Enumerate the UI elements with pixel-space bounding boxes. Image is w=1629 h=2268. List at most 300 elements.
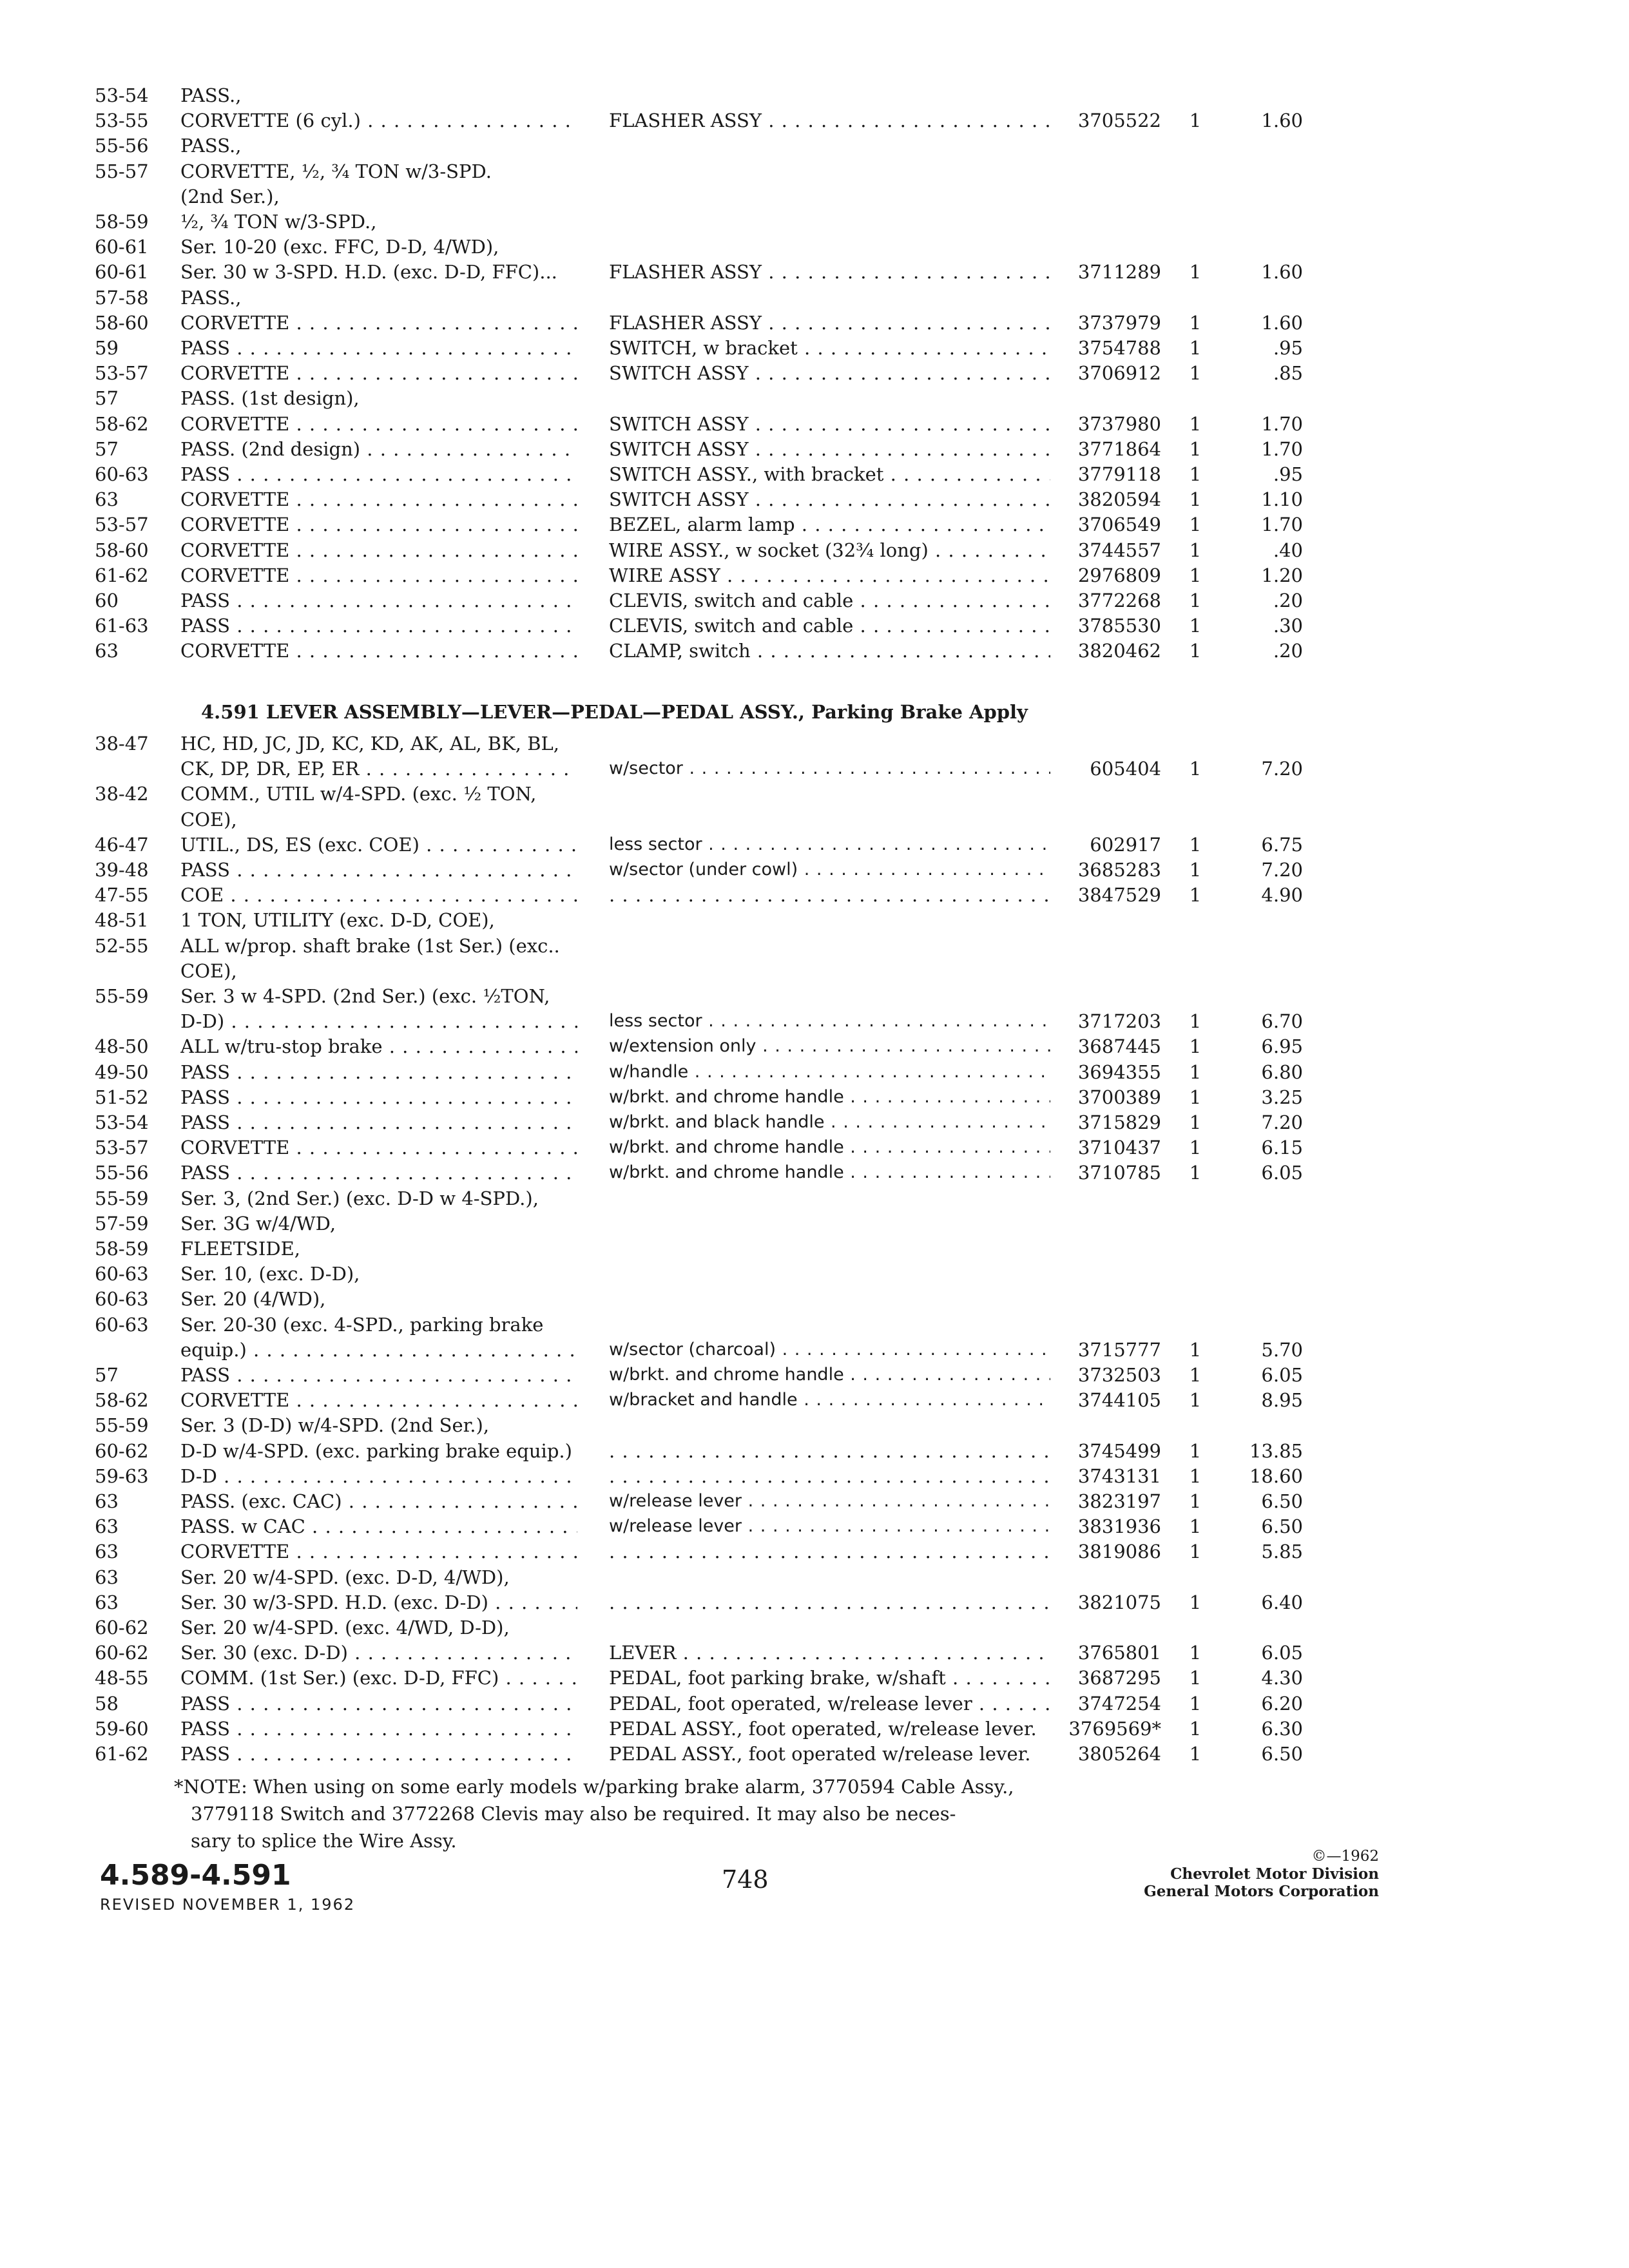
cell-models: PASS . . . — [180, 1160, 577, 1186]
cell-qty: 1 — [1189, 514, 1202, 536]
table-row — [0, 82, 1629, 108]
cell-desc — [609, 1438, 1050, 1464]
cell-years: 63 — [95, 1591, 119, 1613]
cell-desc: w/sector (charcoal) . . . — [609, 1337, 1050, 1363]
cell-models: PASS . . . — [180, 1691, 577, 1716]
cell-part: 3717203 — [1077, 1010, 1161, 1033]
table-row — [0, 1033, 1629, 1059]
cell-years: 63 — [95, 488, 119, 511]
cell-price: 1.20 — [1261, 564, 1303, 586]
cell-models: COMM., UTIL w/4-SPD. (exc. ½ TON, — [180, 783, 537, 805]
cell-models: D-D . . . — [180, 1463, 577, 1489]
table-row — [0, 638, 1629, 664]
cell-years: 48-51 — [95, 909, 149, 932]
table-row — [0, 882, 1629, 908]
cell-qty: 1 — [1189, 463, 1202, 485]
cell-models: PASS. (2nd design) . . . — [180, 436, 577, 462]
table-row — [0, 1514, 1629, 1539]
cell-models: equip.) . . . — [180, 1337, 577, 1363]
cell-qty: 1 — [1189, 590, 1202, 611]
cell-years: 58 — [95, 1692, 119, 1715]
table-row — [0, 933, 1629, 959]
table-row — [0, 1691, 1629, 1716]
table-row — [0, 983, 1629, 1009]
cell-years: 60 — [95, 590, 119, 611]
cell-models: Ser. 20 w/4-SPD. (exc. 4/WD, D-D), — [180, 1617, 510, 1639]
table-row — [0, 1312, 1629, 1338]
cell-qty: 1 — [1189, 758, 1202, 780]
cell-desc: w/release lever . . . — [609, 1514, 1050, 1539]
table-row — [0, 335, 1629, 361]
cell-models: CORVETTE . . . — [180, 562, 577, 588]
cell-years: 60-63 — [95, 463, 149, 485]
cell-part: 3694355 — [1077, 1061, 1161, 1083]
cell-models: Ser. 20 w/4-SPD. (exc. D-D, 4/WD), — [180, 1566, 510, 1588]
cell-desc: w/sector (under cowl) . . . — [609, 857, 1050, 883]
cell-price: .95 — [1273, 337, 1303, 359]
cell-part: 3820594 — [1077, 488, 1161, 511]
cell-models: PASS . . . — [180, 1084, 577, 1110]
cell-price: 7.20 — [1261, 758, 1303, 780]
cell-qty: 1 — [1189, 1541, 1202, 1563]
cell-years: 38-47 — [95, 733, 149, 754]
cell-models: CORVETTE . . . — [180, 1387, 577, 1413]
cell-years: 60-62 — [95, 1617, 149, 1639]
cell-models: PASS . . . — [180, 461, 577, 487]
table-row — [0, 1211, 1629, 1236]
cell-part: 3823197 — [1077, 1490, 1161, 1512]
cell-models: COE), — [180, 959, 237, 982]
cell-years: 60-63 — [95, 1288, 149, 1311]
cell-part: 3805264 — [1077, 1743, 1161, 1765]
cell-price: .20 — [1273, 590, 1303, 611]
footer-section-range: 4.589-4.591 — [100, 1859, 291, 1892]
table-row — [0, 1362, 1629, 1388]
cell-years: 49-50 — [95, 1061, 149, 1083]
cell-models: COE . . . — [180, 882, 577, 908]
cell-models: PASS., — [180, 84, 242, 106]
cell-models: (2nd Ser.), — [180, 185, 280, 207]
cell-price: 6.15 — [1261, 1137, 1303, 1159]
cell-price: .85 — [1273, 362, 1303, 385]
cell-qty: 1 — [1189, 1692, 1202, 1715]
table-row — [0, 1590, 1629, 1615]
cell-part: 3847529 — [1077, 884, 1161, 907]
cell-desc: PEDAL ASSY., foot operated w/release lever. — [609, 1743, 1031, 1765]
cell-qty: 1 — [1189, 615, 1202, 637]
cell-years: 53-55 — [95, 110, 149, 132]
cell-models: CORVETTE (6 cyl.) . . . — [180, 108, 577, 133]
cell-years: 60-62 — [95, 1642, 149, 1664]
table-row — [0, 1564, 1629, 1590]
cell-years: 55-56 — [95, 135, 149, 157]
table-row — [0, 832, 1629, 858]
cell-models: PASS . . . — [180, 1716, 577, 1742]
cell-models: Ser. 10-20 (exc. FFC, D-D, 4/WD), — [180, 236, 499, 258]
table-row — [0, 562, 1629, 588]
publisher-block — [1044, 1848, 1379, 1900]
cell-qty: 1 — [1189, 488, 1202, 511]
cell-price: .30 — [1273, 615, 1303, 637]
cell-price: 7.20 — [1261, 859, 1303, 881]
cell-models: CORVETTE . . . — [180, 638, 577, 664]
cell-years: 63 — [95, 640, 119, 662]
cell-part: 3779118 — [1077, 463, 1161, 485]
cell-years: 59-63 — [95, 1465, 149, 1487]
cell-price: 1.60 — [1261, 261, 1303, 284]
cell-desc: FLASHER ASSY . . . — [609, 108, 1050, 133]
cell-part: 2976809 — [1077, 564, 1161, 586]
cell-price: 6.50 — [1261, 1743, 1303, 1765]
cell-part: 3710785 — [1077, 1162, 1161, 1184]
cell-part: 3785530 — [1077, 615, 1161, 637]
cell-desc: w/release lever . . . — [609, 1488, 1050, 1514]
cell-years: 57-58 — [95, 286, 149, 309]
cell-years: 57 — [95, 437, 119, 460]
cell-qty: 1 — [1189, 1061, 1202, 1083]
cell-part: 3715777 — [1077, 1338, 1161, 1361]
cell-desc: w/brkt. and chrome handle . . . — [609, 1160, 1050, 1186]
cell-years: 55-59 — [95, 1187, 149, 1209]
cell-years: 48-50 — [95, 1035, 149, 1058]
cell-desc: w/brkt. and chrome handle . . . — [609, 1362, 1050, 1388]
cell-price: 1.70 — [1261, 514, 1303, 536]
cell-desc — [609, 882, 1050, 908]
cell-qty: 1 — [1189, 1111, 1202, 1133]
cell-models: PASS . . . — [180, 1741, 577, 1767]
cell-part: 3685283 — [1077, 859, 1161, 881]
cell-models: Ser. 3 w 4-SPD. (2nd Ser.) (exc. ½TON, — [180, 985, 550, 1007]
cell-desc: FLASHER ASSY . . . — [609, 310, 1050, 336]
cell-desc: less sector . . . — [609, 1008, 1050, 1034]
cell-part: 3737980 — [1077, 412, 1161, 435]
corporation-name: General Motors Corporation — [1144, 1883, 1379, 1900]
cell-qty: 1 — [1189, 1439, 1202, 1462]
page-number: 748 — [722, 1865, 769, 1894]
table-row — [0, 857, 1629, 883]
table-row — [0, 512, 1629, 537]
table-row — [0, 1084, 1629, 1110]
cell-qty: 1 — [1189, 261, 1202, 284]
cell-models: FLEETSIDE, — [180, 1238, 301, 1260]
cell-price: 1.60 — [1261, 110, 1303, 132]
table-row — [0, 285, 1629, 311]
cell-desc: LEVER . . . — [609, 1640, 1050, 1666]
cell-desc: w/extension only . . . — [609, 1033, 1050, 1059]
cell-desc: CLEVIS, switch and cable . . . — [609, 613, 1050, 639]
cell-qty: 1 — [1189, 1035, 1202, 1058]
cell-part: 3765801 — [1077, 1642, 1161, 1664]
cell-models: PASS . . . — [180, 613, 577, 639]
table-row — [0, 1186, 1629, 1211]
cell-years: 55-59 — [95, 985, 149, 1007]
cell-qty: 1 — [1189, 1465, 1202, 1487]
table-row — [0, 310, 1629, 336]
cell-years: 48-55 — [95, 1667, 149, 1689]
cell-models: CORVETTE, ½, ¾ TON w/3-SPD. — [180, 160, 492, 182]
cell-price: 6.95 — [1261, 1035, 1303, 1058]
cell-years: 39-48 — [95, 859, 149, 881]
cell-models: PASS . . . — [180, 588, 577, 613]
cell-part: 602917 — [1090, 833, 1161, 856]
cell-desc: FLASHER ASSY . . . — [609, 259, 1050, 285]
cell-price: 6.30 — [1261, 1717, 1303, 1740]
cell-desc: SWITCH ASSY . . . — [609, 436, 1050, 462]
cell-models: Ser. 30 (exc. D-D) . . . — [180, 1640, 577, 1666]
cell-models: CORVETTE . . . — [180, 512, 577, 537]
cell-desc: CLEVIS, switch and cable . . . — [609, 588, 1050, 613]
cell-part: 3747254 — [1077, 1692, 1161, 1715]
cell-qty: 1 — [1189, 362, 1202, 385]
table-row — [0, 1615, 1629, 1640]
cell-models: Ser. 30 w/3-SPD. H.D. (exc. D-D) . . . — [180, 1590, 577, 1615]
cell-years: 60-63 — [95, 1313, 149, 1336]
cell-models: Ser. 10, (exc. D-D), — [180, 1263, 360, 1285]
cell-models: PASS. w CAC . . . — [180, 1514, 577, 1539]
cell-desc: less sector . . . — [609, 832, 1050, 858]
cell-models: COMM. (1st Ser.) (exc. D-D, FFC) . . . — [180, 1665, 577, 1691]
cell-models: PASS., — [180, 286, 242, 309]
cell-desc: w/sector . . . — [609, 756, 1050, 782]
cell-price: 4.90 — [1261, 884, 1303, 907]
cell-years: 63 — [95, 1515, 119, 1538]
cell-qty: 1 — [1189, 1364, 1202, 1386]
cell-part: 3819086 — [1077, 1541, 1161, 1563]
cell-desc: w/brkt. and chrome handle . . . — [609, 1084, 1050, 1110]
section-title: 4.591 LEVER ASSEMBLY—LEVER—PEDAL—PEDAL ASSY., Parking Brake Apply — [201, 701, 1028, 723]
cell-models: CORVETTE . . . — [180, 1539, 577, 1564]
cell-qty: 1 — [1189, 1642, 1202, 1664]
cell-models: Ser. 3G w/4/WD, — [180, 1212, 336, 1235]
cell-years: 61-62 — [95, 1743, 149, 1765]
cell-years: 53-54 — [95, 84, 149, 106]
cell-years: 47-55 — [95, 884, 149, 907]
cell-models: Ser. 3, (2nd Ser.) (exc. D-D w 4-SPD.), — [180, 1187, 539, 1209]
cell-models: Ser. 30 w 3-SPD. H.D. (exc. D-D, FFC)... — [180, 261, 557, 284]
footnote — [174, 1773, 1063, 1854]
cell-models: CORVETTE . . . — [180, 486, 577, 512]
cell-desc: SWITCH ASSY., with bracket . . . — [609, 461, 1050, 487]
cell-price: 1.60 — [1261, 311, 1303, 334]
cell-models: PASS . . . — [180, 1059, 577, 1085]
table-row — [0, 781, 1629, 807]
cell-qty: 1 — [1189, 1667, 1202, 1689]
table-row — [0, 1261, 1629, 1287]
cell-qty: 1 — [1189, 833, 1202, 856]
cell-qty: 1 — [1189, 1743, 1202, 1765]
table-row — [0, 613, 1629, 639]
cell-price: 6.20 — [1261, 1692, 1303, 1715]
cell-years: 51-52 — [95, 1086, 149, 1108]
cell-part: 3744105 — [1077, 1389, 1161, 1412]
cell-years: 63 — [95, 1490, 119, 1512]
table-row — [0, 436, 1629, 462]
table-row — [0, 1539, 1629, 1564]
cell-part: 3700389 — [1077, 1086, 1161, 1108]
cell-desc: BEZEL, alarm lamp . . . — [609, 512, 1050, 537]
cell-years: 59 — [95, 337, 119, 359]
table-row — [0, 1008, 1629, 1034]
cell-part: 3769569* — [1068, 1717, 1161, 1740]
cell-models: Ser. 20-30 (exc. 4-SPD., parking brake — [180, 1313, 544, 1336]
cell-price: 6.05 — [1261, 1162, 1303, 1184]
cell-part: 3732503 — [1077, 1364, 1161, 1386]
table-row — [0, 907, 1629, 933]
cell-price: 5.85 — [1261, 1541, 1303, 1563]
cell-qty: 1 — [1189, 1137, 1202, 1159]
cell-models: PASS. (1st design), — [180, 387, 360, 410]
cell-years: 53-57 — [95, 362, 149, 385]
cell-part: 3744557 — [1077, 539, 1161, 561]
cell-years: 58-62 — [95, 412, 149, 435]
cell-price: 5.70 — [1261, 1338, 1303, 1361]
table-row — [0, 1337, 1629, 1363]
table-row — [0, 807, 1629, 832]
cell-models: PASS . . . — [180, 1110, 577, 1135]
table-row — [0, 588, 1629, 613]
cell-qty: 1 — [1189, 1338, 1202, 1361]
table-row — [0, 133, 1629, 159]
cell-years: 58-59 — [95, 1238, 149, 1260]
cell-qty: 1 — [1189, 1490, 1202, 1512]
copyright: ©—1962 — [1311, 1848, 1379, 1865]
cell-price: 7.20 — [1261, 1111, 1303, 1133]
cell-years: 58-60 — [95, 311, 149, 334]
cell-price: 6.70 — [1261, 1010, 1303, 1033]
cell-models: UTIL., DS, ES (exc. COE) . . . — [180, 832, 577, 858]
cell-years: 57 — [95, 1364, 119, 1386]
table-row — [0, 1463, 1629, 1489]
cell-price: 3.25 — [1261, 1086, 1303, 1108]
cell-part: 3715829 — [1077, 1111, 1161, 1133]
table-row — [0, 537, 1629, 563]
cell-years: 58-59 — [95, 211, 149, 233]
cell-desc — [609, 1463, 1050, 1489]
cell-desc: SWITCH, w bracket . . . — [609, 335, 1050, 361]
cell-qty: 1 — [1189, 1389, 1202, 1412]
cell-part: 3743131 — [1077, 1465, 1161, 1487]
cell-years: 55-59 — [95, 1414, 149, 1437]
table-row — [0, 958, 1629, 984]
table-row — [0, 360, 1629, 386]
cell-models: COE), — [180, 808, 237, 831]
cell-years: 58-60 — [95, 539, 149, 561]
cell-years: 61-62 — [95, 564, 149, 586]
cell-years: 63 — [95, 1566, 119, 1588]
cell-part: 605404 — [1090, 758, 1161, 780]
cell-years: 60-63 — [95, 1263, 149, 1285]
cell-qty: 1 — [1189, 311, 1202, 334]
table-row — [0, 461, 1629, 487]
cell-models: D-D) . . . — [180, 1008, 577, 1034]
cell-years: 60-62 — [95, 1439, 149, 1462]
cell-years: 52-55 — [95, 934, 149, 957]
table-row — [0, 1438, 1629, 1464]
division-name: Chevrolet Motor Division — [1170, 1865, 1379, 1883]
cell-desc: w/handle . . . — [609, 1059, 1050, 1085]
cell-desc — [609, 1590, 1050, 1615]
cell-models: CORVETTE . . . — [180, 310, 577, 336]
cell-models: 1 TON, UTILITY (exc. D-D, COE), — [180, 909, 495, 932]
cell-part: 3687445 — [1077, 1035, 1161, 1058]
table-row — [0, 731, 1629, 756]
cell-price: .95 — [1273, 463, 1303, 485]
cell-price: 1.70 — [1261, 412, 1303, 435]
cell-qty: 1 — [1189, 110, 1202, 132]
cell-desc: w/brkt. and black handle . . . — [609, 1110, 1050, 1135]
table-row — [0, 1716, 1629, 1742]
table-row — [0, 209, 1629, 235]
footnote-line: sary to splice the Wire Assy. — [191, 1830, 457, 1852]
cell-qty: 1 — [1189, 859, 1202, 881]
table-row — [0, 1059, 1629, 1085]
cell-part: 3831936 — [1077, 1515, 1161, 1538]
cell-qty: 1 — [1189, 1162, 1202, 1184]
cell-part: 3821075 — [1077, 1591, 1161, 1613]
table-row — [0, 1135, 1629, 1160]
cell-models: CORVETTE . . . — [180, 360, 577, 386]
table-row — [0, 1236, 1629, 1262]
cell-part: 3687295 — [1077, 1667, 1161, 1689]
table-row — [0, 1488, 1629, 1514]
cell-qty: 1 — [1189, 337, 1202, 359]
cell-qty: 1 — [1189, 1717, 1202, 1740]
cell-models: CORVETTE . . . — [180, 1135, 577, 1160]
table-row — [0, 1110, 1629, 1135]
cell-part: 3771864 — [1077, 437, 1161, 460]
cell-models: PASS., — [180, 135, 242, 157]
cell-price: .20 — [1273, 640, 1303, 662]
cell-models: HC, HD, JC, JD, KC, KD, AK, AL, BK, BL, — [180, 733, 560, 754]
cell-qty: 1 — [1189, 640, 1202, 662]
cell-models: PASS. (exc. CAC) . . . — [180, 1488, 577, 1514]
cell-price: 6.05 — [1261, 1642, 1303, 1664]
table-row — [0, 411, 1629, 437]
table-row — [0, 1412, 1629, 1438]
footnote-line: 3779118 Switch and 3772268 Clevis may also be required. It may also be neces- — [191, 1803, 956, 1825]
cell-price: 6.50 — [1261, 1490, 1303, 1512]
cell-qty: 1 — [1189, 437, 1202, 460]
cell-price: 1.70 — [1261, 437, 1303, 460]
cell-part: 3706549 — [1077, 514, 1161, 536]
cell-years: 58-62 — [95, 1389, 149, 1412]
cell-desc: WIRE ASSY., w socket (32¾ long) . . . — [609, 537, 1050, 563]
cell-years: 60-61 — [95, 261, 149, 284]
cell-part: 3706912 — [1077, 362, 1161, 385]
cell-years: 53-57 — [95, 514, 149, 536]
cell-years: 38-42 — [95, 783, 149, 805]
cell-qty: 1 — [1189, 1010, 1202, 1033]
cell-desc: PEDAL, foot parking brake, w/shaft . . . — [609, 1665, 1050, 1691]
cell-years: 60-61 — [95, 236, 149, 258]
cell-models: CORVETTE . . . — [180, 537, 577, 563]
cell-part: 3820462 — [1077, 640, 1161, 662]
cell-models: PASS . . . — [180, 335, 577, 361]
cell-part: 3710437 — [1077, 1137, 1161, 1159]
cell-price: 6.75 — [1261, 833, 1303, 856]
cell-qty: 1 — [1189, 1591, 1202, 1613]
cell-price: 8.95 — [1261, 1389, 1303, 1412]
table-row — [0, 1387, 1629, 1413]
cell-desc: SWITCH ASSY . . . — [609, 360, 1050, 386]
cell-price: 6.50 — [1261, 1515, 1303, 1538]
cell-models: ALL w/tru-stop brake . . . — [180, 1033, 577, 1059]
cell-qty: 1 — [1189, 539, 1202, 561]
table-row — [0, 184, 1629, 209]
cell-price: 6.80 — [1261, 1061, 1303, 1083]
cell-years: 55-57 — [95, 160, 149, 182]
cell-desc: SWITCH ASSY . . . — [609, 411, 1050, 437]
